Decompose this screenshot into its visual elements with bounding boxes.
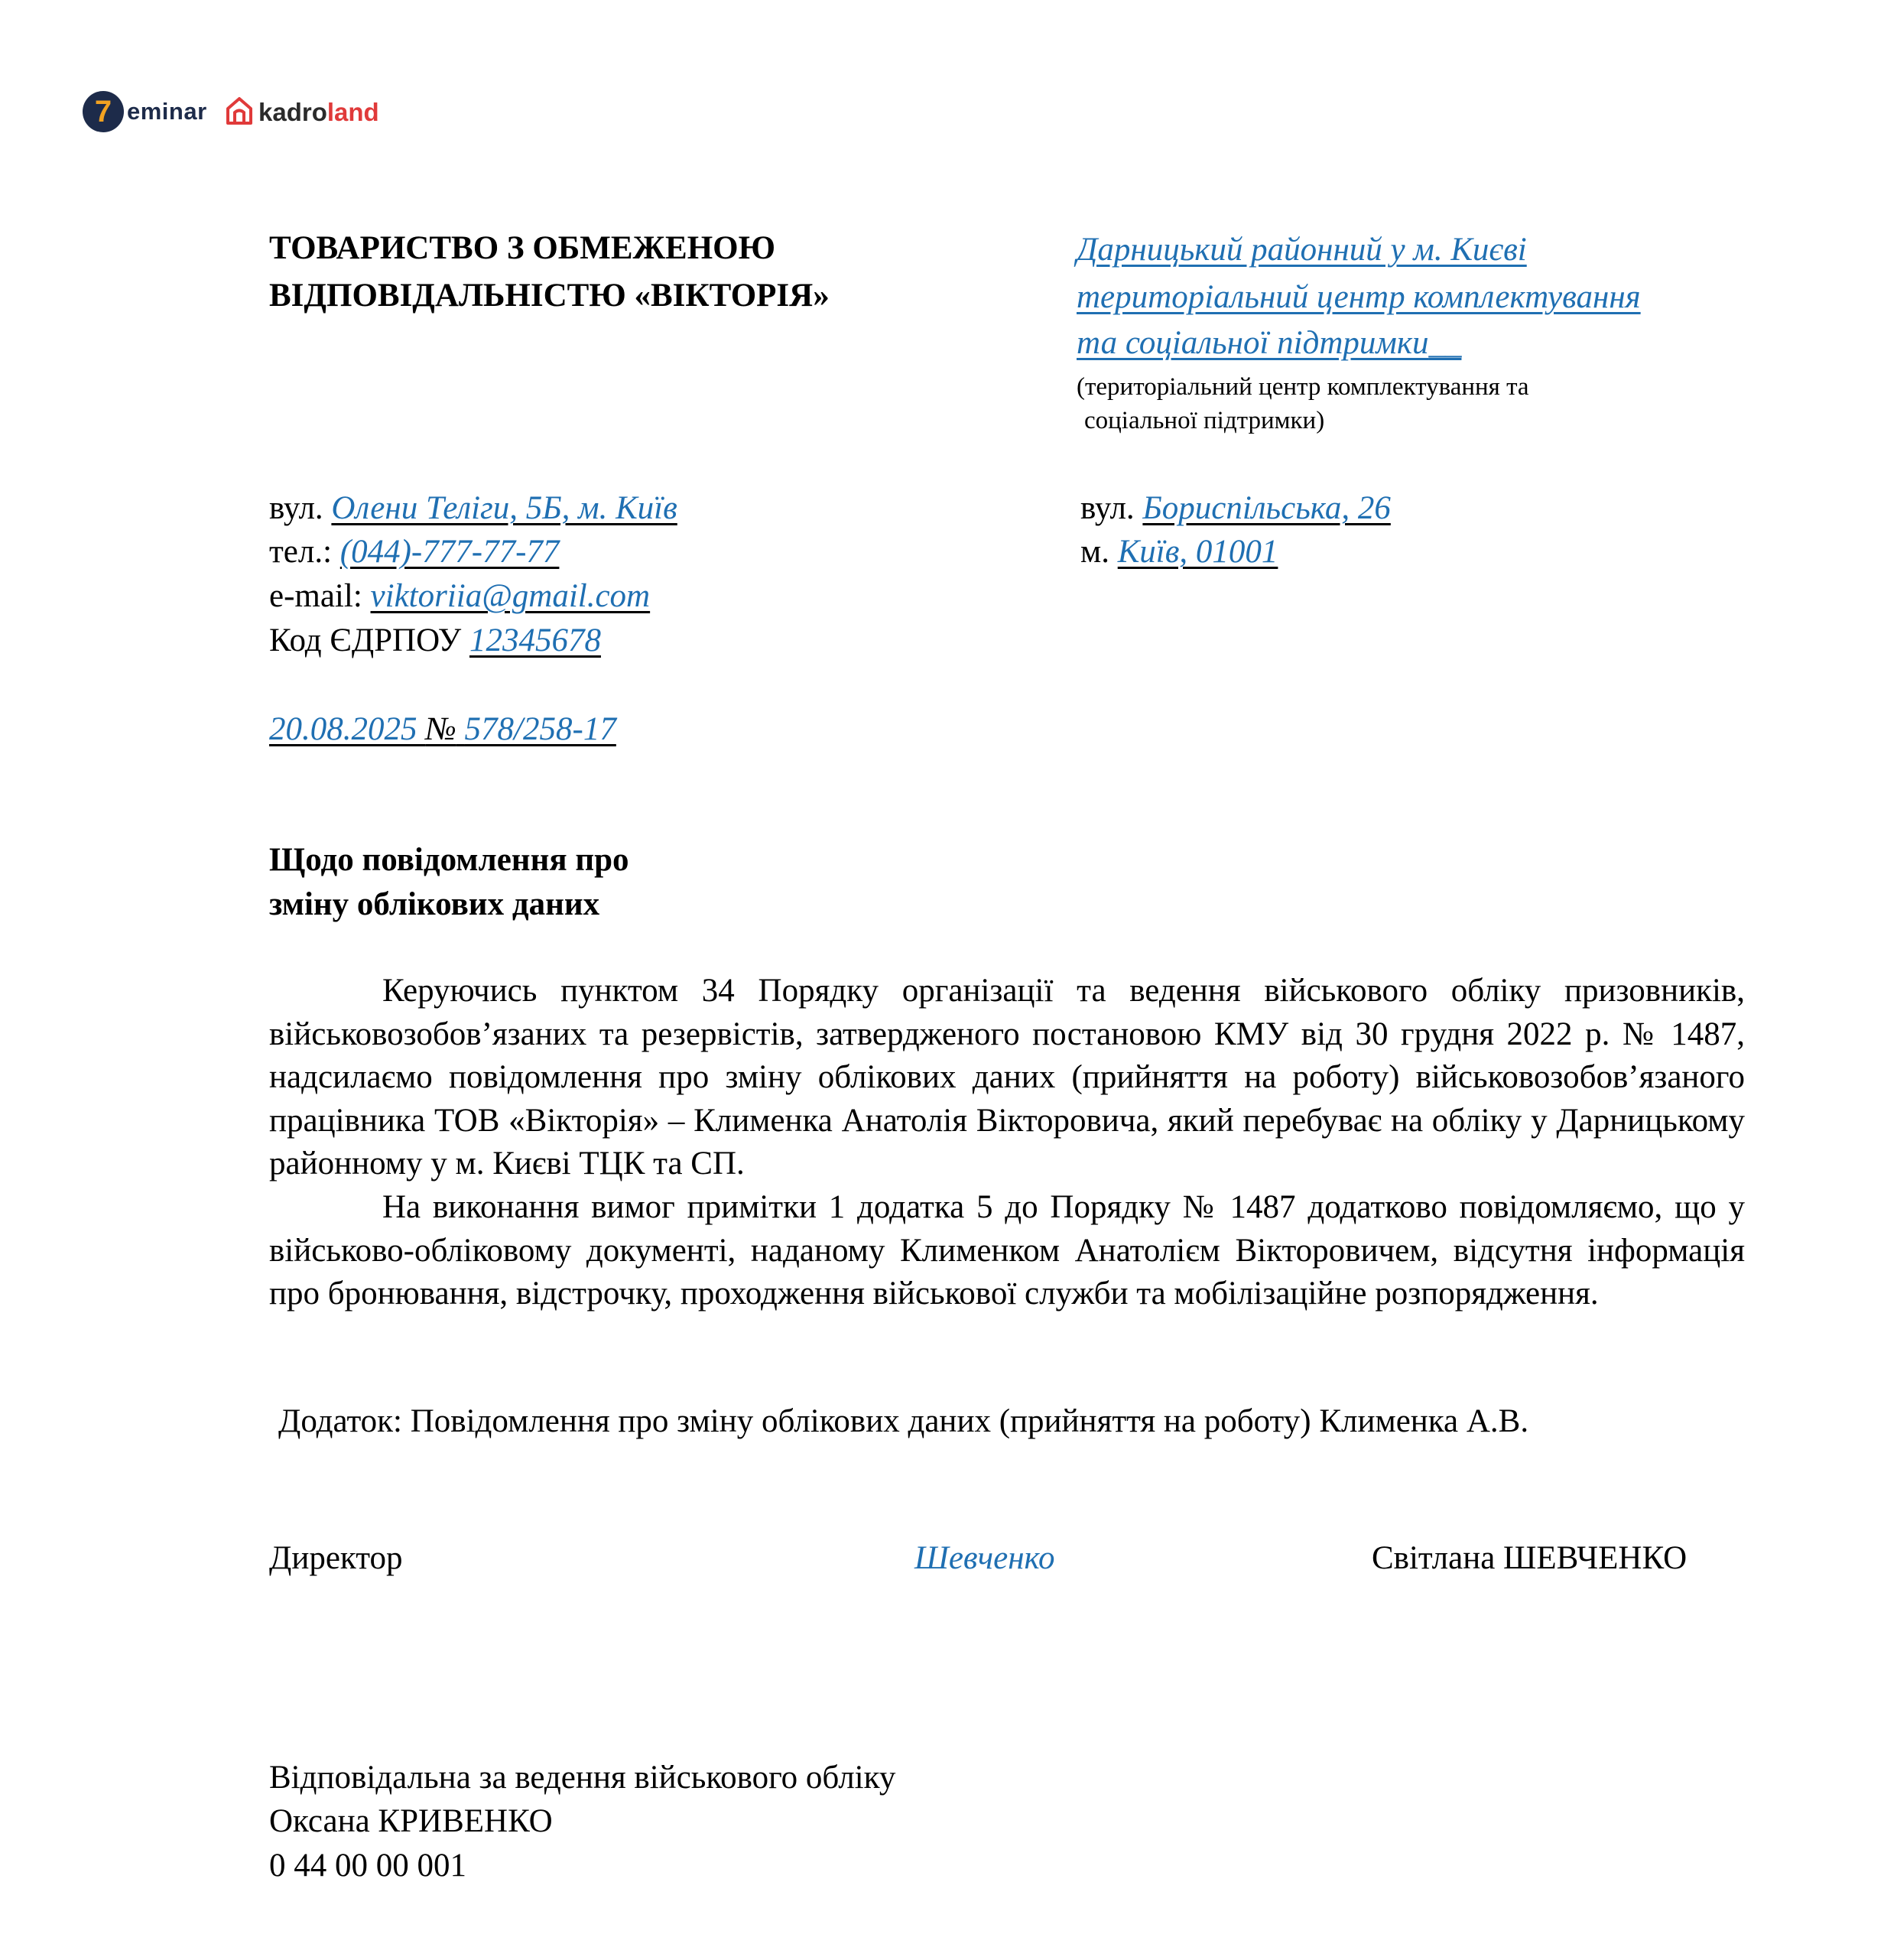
recipient-city [1080,530,1278,574]
footer-name: Оксана КРИВЕНКО [269,1803,553,1839]
body-paragraph1: Керуючись пунктом 34 Порядку організації та ведення військового обліку призовників, військовозобов’язаних та резервістів, затвердженого постановою КМУ від 30 грудня 2022 р. № 1487, надсилаємо повідомлення про зміну облікових даних (прийняття на роботу) військовозобов’язаного працівника ТОВ «Вікторія» – Клименка Анатолія Вікторовича, який перебуває на обліку у Дарницькому районному у м. Києві ТЦК та СП. [269,973,1745,1182]
recipient-street-value: Бориспільська, 26 [1142,490,1391,526]
footer-phone: 0 44 00 00 001 [269,1848,466,1884]
sender-name-line1: ТОВАРИСТВО З ОБМЕЖЕНОЮ [269,230,776,266]
sender-email [269,574,650,619]
kadroland-part1: kadro [258,98,327,126]
kadroland-logo [225,95,379,130]
footer-responsible: Відповідальна за ведення військового обліку [269,1760,896,1796]
recipient-line1: Дарницький районний у м. Києві [1077,232,1527,268]
document-number: 578/258-17 [464,711,616,747]
sender-name-line2: ВІДПОВІДАЛЬНІСТЮ «ВІКТОРІЯ» [269,278,830,314]
document-reference [269,707,616,752]
attachment-line: Додаток: Повідомлення про зміну облікових даних (прийняття на роботу) Клименка А.В. [278,1403,1529,1439]
recipient-line2: територіальний центр комплектування [1077,279,1641,315]
body-paragraph2: На виконання вимог примітки 1 додатка 5 до Порядку № 1487 додатково повідомляємо, що у військово-обліковому документі, наданому Клименком Анатолієм Вікторовичем, відсутня інформація про бронювання, відстрочку, проходження військової служби та мобілізаційне розпорядження. [269,1189,1745,1312]
document-date: 20.08.2025 [269,711,417,747]
sender-street-value: Олени Теліги, 5Б, м. Київ [331,490,677,526]
house-icon [225,96,254,130]
recipient-hint-line1: (територіальний центр комплектування та [1077,373,1529,401]
recipient-line3 [1077,321,1461,366]
document-number-sign: № [425,711,456,747]
sender-phone-label: тел.: [269,534,333,570]
recipient-city-value: Київ, 01001 [1117,534,1278,570]
sender-email-value: viktoriia@gmail.com [370,578,651,614]
7eminar-logo [83,90,207,133]
recipient-hint-line2: соціальної підтримки) [1084,407,1325,434]
recipient-city-label: м. [1080,534,1109,570]
recipient-street-label: вул. [1080,490,1135,526]
kadroland-wordmark [258,98,379,127]
sender-phone-value: (044)-777-77-77 [339,534,560,570]
sender-edrpou-label: Код ЄДРПОУ [269,622,462,658]
signature-position: Директор [269,1540,403,1576]
recipient-street [1080,486,1391,531]
seven-digit-badge: 7 [83,91,124,132]
eminar-wordmark: eminar [127,98,207,125]
kadroland-part2: land [326,98,379,126]
sender-street-label: вул. [269,490,323,526]
recipient-line3-text: та соціальної підтримки [1077,325,1429,361]
signature-full-name: Світлана ШЕВЧЕНКО [1372,1540,1687,1576]
sender-email-label: e-mail: [269,578,362,614]
subject-line1: Щодо повідомлення про [269,842,629,878]
sender-street [269,486,677,531]
recipient-line3-tail: __ [1428,325,1462,361]
sender-edrpou-value: 12345678 [469,622,601,658]
sender-edrpou [269,619,601,663]
subject-line2: зміну облікових даних [269,886,600,922]
signature-handwritten: Шевченко [914,1540,1055,1576]
sender-phone [269,530,559,574]
